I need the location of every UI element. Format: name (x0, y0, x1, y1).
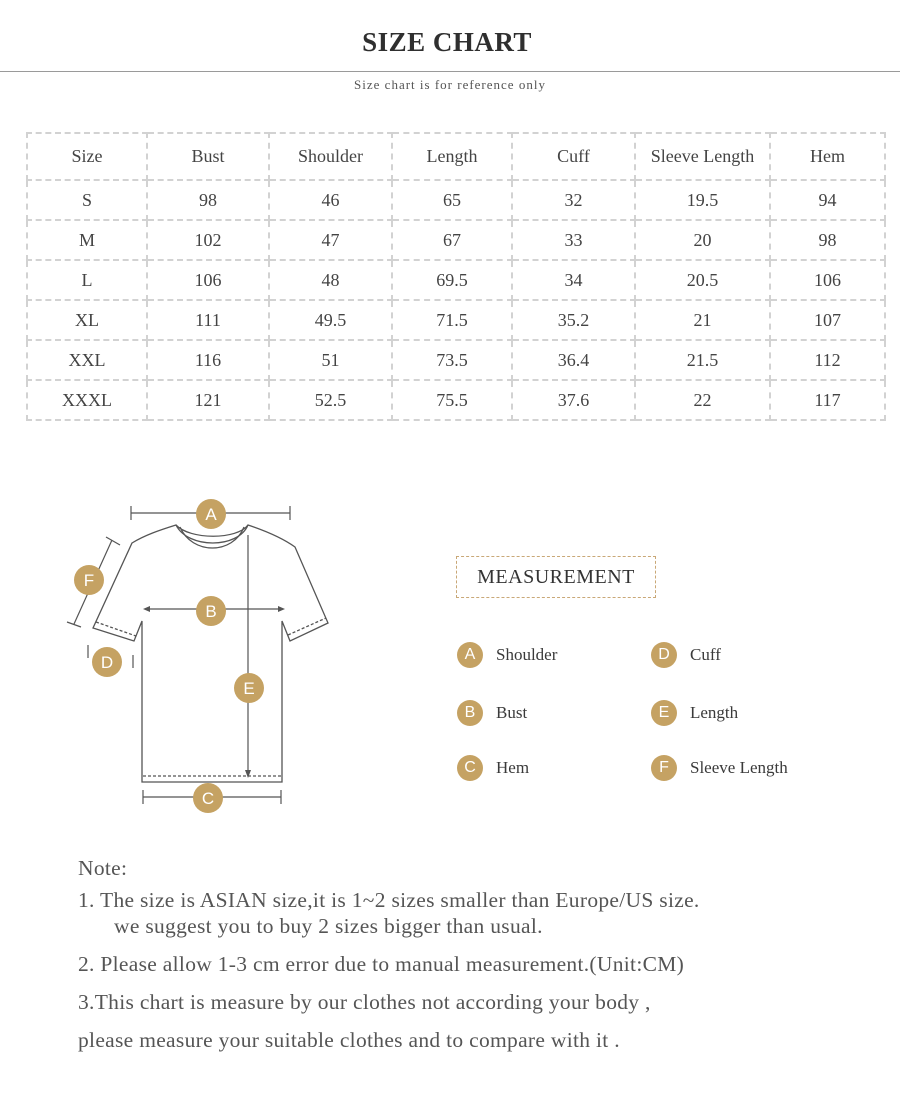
marker-e (234, 673, 264, 703)
legend-badge: C (457, 755, 483, 781)
tshirt-outline (93, 525, 328, 782)
legend-item-sleeve-length (651, 754, 788, 782)
table-row (27, 260, 885, 300)
table-cell: 36.4 (512, 340, 635, 380)
table-cell: 21.5 (635, 340, 770, 380)
page-subtitle: Size chart is for reference only (354, 77, 546, 92)
table-cell: L (27, 260, 147, 300)
table-header-row (27, 133, 885, 180)
table-cell: 49.5 (269, 300, 392, 340)
table-cell: 37.6 (512, 380, 635, 420)
table-cell: 32 (512, 180, 635, 220)
marker-d-label: D (100, 653, 114, 672)
table-cell: 102 (147, 220, 269, 260)
legend-badge: A (457, 642, 483, 668)
legend-label: Bust (496, 703, 528, 722)
marker-f (74, 565, 104, 595)
measurement-title: MEASUREMENT (456, 556, 656, 598)
table-cell: 47 (269, 220, 392, 260)
note-line: 3.This chart is measure by our clothes not according your body , (78, 990, 651, 1014)
table-cell: 112 (770, 340, 885, 380)
table-cell: XXXL (27, 380, 147, 420)
column-header: Sleeve Length (635, 133, 770, 180)
note-line: we suggest you to buy 2 sizes bigger than usual. (114, 914, 543, 938)
legend-item-length (651, 699, 738, 727)
diagram-markers (74, 499, 264, 813)
table-cell: 75.5 (392, 380, 512, 420)
table-cell: 121 (147, 380, 269, 420)
table-cell: 69.5 (392, 260, 512, 300)
legend-label: Cuff (690, 645, 721, 664)
legend-item-bust (457, 699, 527, 727)
table-cell: 111 (147, 300, 269, 340)
legend-label: Hem (496, 758, 530, 777)
table-row (27, 220, 885, 260)
column-header: Cuff (512, 133, 635, 180)
legend-item-cuff (651, 641, 721, 669)
table-cell: 67 (392, 220, 512, 260)
marker-a-label: A (205, 505, 217, 524)
marker-b (196, 596, 226, 626)
table-cell: 65 (392, 180, 512, 220)
table-cell: 52.5 (269, 380, 392, 420)
table-cell: 71.5 (392, 300, 512, 340)
table-cell: 46 (269, 180, 392, 220)
note-line: 1. The size is ASIAN size,it is 1~2 sizes smaller than Europe/US size. (78, 888, 700, 912)
column-header: Bust (147, 133, 269, 180)
table-cell: 20 (635, 220, 770, 260)
column-header: Hem (770, 133, 885, 180)
legend-item-shoulder (457, 641, 557, 669)
notes-title: Note: (78, 856, 128, 880)
marker-c-label: C (201, 789, 215, 808)
table-cell: XXL (27, 340, 147, 380)
table-cell: 98 (147, 180, 269, 220)
table-cell: 21 (635, 300, 770, 340)
legend-item-hem (457, 754, 529, 782)
table-cell: 51 (269, 340, 392, 380)
table-cell: 35.2 (512, 300, 635, 340)
note-line: please measure your suitable clothes and to compare with it . (78, 1028, 620, 1052)
legend-badge: F (651, 755, 677, 781)
tshirt-diagram (0, 480, 360, 840)
column-header: Size (27, 133, 147, 180)
legend-badge: D (651, 642, 677, 668)
marker-c (193, 783, 223, 813)
table-cell: 116 (147, 340, 269, 380)
title-divider (0, 71, 900, 72)
table-cell: 98 (770, 220, 885, 260)
table-cell: 22 (635, 380, 770, 420)
page-title: SIZE CHART (362, 27, 532, 57)
size-chart-table (26, 132, 886, 421)
note-line: 2. Please allow 1-3 cm error due to manual measurement.(Unit:CM) (78, 952, 685, 976)
column-header: Length (392, 133, 512, 180)
table-cell: 33 (512, 220, 635, 260)
table-cell: 73.5 (392, 340, 512, 380)
legend-badge: B (457, 700, 483, 726)
table-cell: 94 (770, 180, 885, 220)
table-row (27, 380, 885, 420)
table-cell: M (27, 220, 147, 260)
legend-badge: E (651, 700, 677, 726)
table-cell: 117 (770, 380, 885, 420)
table-cell: 19.5 (635, 180, 770, 220)
marker-f-label: F (83, 571, 95, 590)
table-cell: 106 (147, 260, 269, 300)
legend-label: Shoulder (496, 645, 558, 664)
legend-label: Length (690, 703, 739, 722)
table-cell: 106 (770, 260, 885, 300)
table-cell: 20.5 (635, 260, 770, 300)
marker-b-label: B (205, 602, 217, 621)
marker-e-label: E (243, 679, 255, 698)
marker-d (92, 647, 122, 677)
table-row (27, 340, 885, 380)
table-row (27, 180, 885, 220)
table-cell: 34 (512, 260, 635, 300)
table-cell: 48 (269, 260, 392, 300)
column-header: Shoulder (269, 133, 392, 180)
marker-a (196, 499, 226, 529)
table-row (27, 300, 885, 340)
table-cell: 107 (770, 300, 885, 340)
table-cell: S (27, 180, 147, 220)
legend-label: Sleeve Length (690, 758, 788, 777)
table-cell: XL (27, 300, 147, 340)
